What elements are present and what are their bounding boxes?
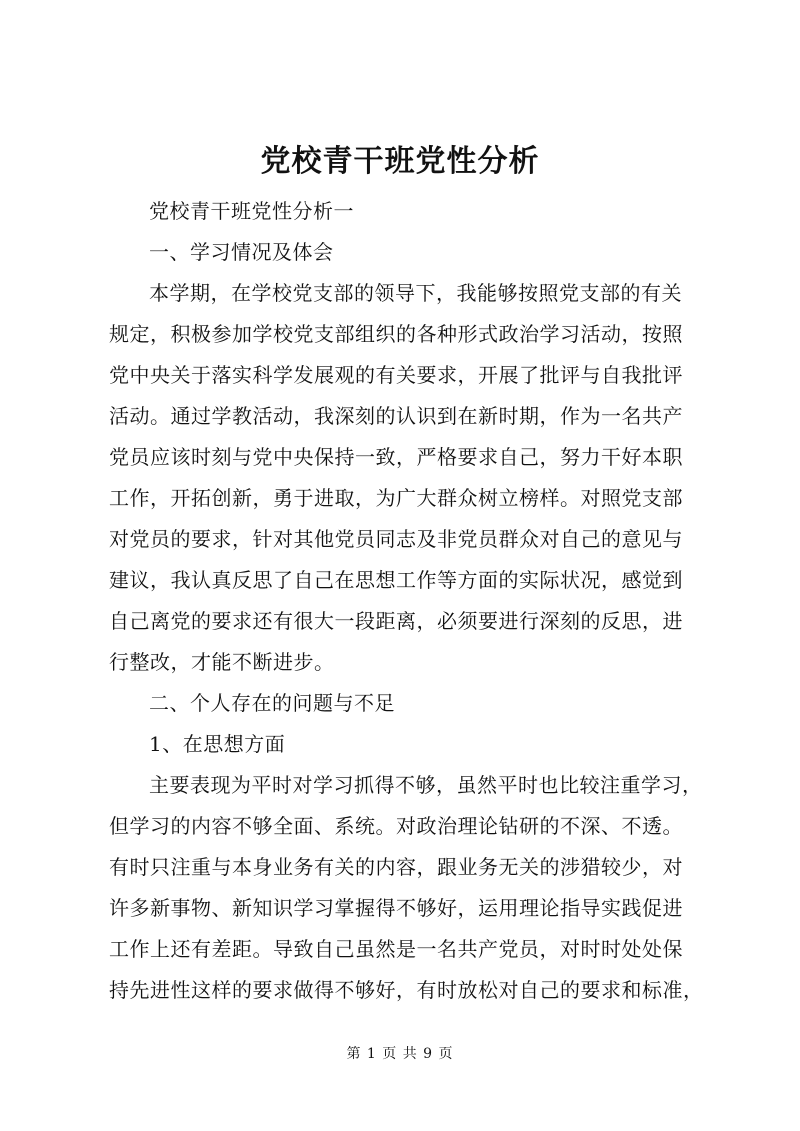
paragraph-line: 建议，我认真反思了自己在思想工作等方面的实际状况，感觉到: [109, 568, 683, 592]
paragraph-line: 党中央关于落实科学发展观的有关要求，开展了批评与自我批评: [109, 363, 683, 387]
page-number: 第 1 页 共 9 页: [346, 1046, 454, 1062]
section-heading-problems: 二、个人存在的问题与不足: [149, 691, 395, 715]
paragraph-thought-issues: [109, 765, 716, 1011]
paragraph-line: 活动。通过学教活动，我深刻的认识到在新时期，作为一名共产: [109, 404, 683, 428]
paragraph-line: 党员应该时刻与党中央保持一致，严格要求自己，努力干好本职: [109, 445, 683, 469]
paragraph-line: 行整改，才能不断进步。: [109, 650, 335, 674]
section-heading-study: 一、学习情况及体会: [149, 240, 334, 264]
paragraph-line: 工作上还有差距。导致自己虽然是一名共产党员，对时时处处保: [109, 937, 683, 961]
subsection-heading-thought: 1、在思想方面: [149, 732, 286, 756]
document-body: [109, 191, 716, 1011]
paragraph-line: 规定，积极参加学校党支部组织的各种形式政治学习活动，按照: [109, 322, 683, 346]
paragraph-line: 本学期，在学校党支部的领导下，我能够按照党支部的有关: [149, 281, 682, 305]
paragraph-line: 有时只注重与本身业务有关的内容，跟业务无关的涉猎较少，对: [109, 855, 683, 879]
document-title: 党校青干班党性分析: [260, 144, 540, 179]
paragraph-line: 但学习的内容不够全面、系统。对政治理论钻研的不深、不透。: [109, 814, 683, 838]
paragraph-study-experience: [109, 273, 716, 683]
subtitle: 党校青干班党性分析一: [149, 199, 354, 223]
paragraph-line: 对党员的要求，针对其他党员同志及非党员群众对自己的意见与: [109, 527, 683, 551]
paragraph-line: 工作，开拓创新，勇于进取，为广大群众树立榜样。对照党支部: [109, 486, 683, 510]
paragraph-line: 持先进性这样的要求做得不够好，有时放松对自己的要求和标准，: [109, 978, 704, 1002]
paragraph-line: 许多新事物、新知识学习掌握得不够好，运用理论指导实践促进: [109, 896, 683, 920]
paragraph-line: 自己离党的要求还有很大一段距离，必须要进行深刻的反思，进: [109, 609, 683, 633]
paragraph-line: 主要表现为平时对学习抓得不够，虽然平时也比较注重学习，: [149, 773, 703, 797]
